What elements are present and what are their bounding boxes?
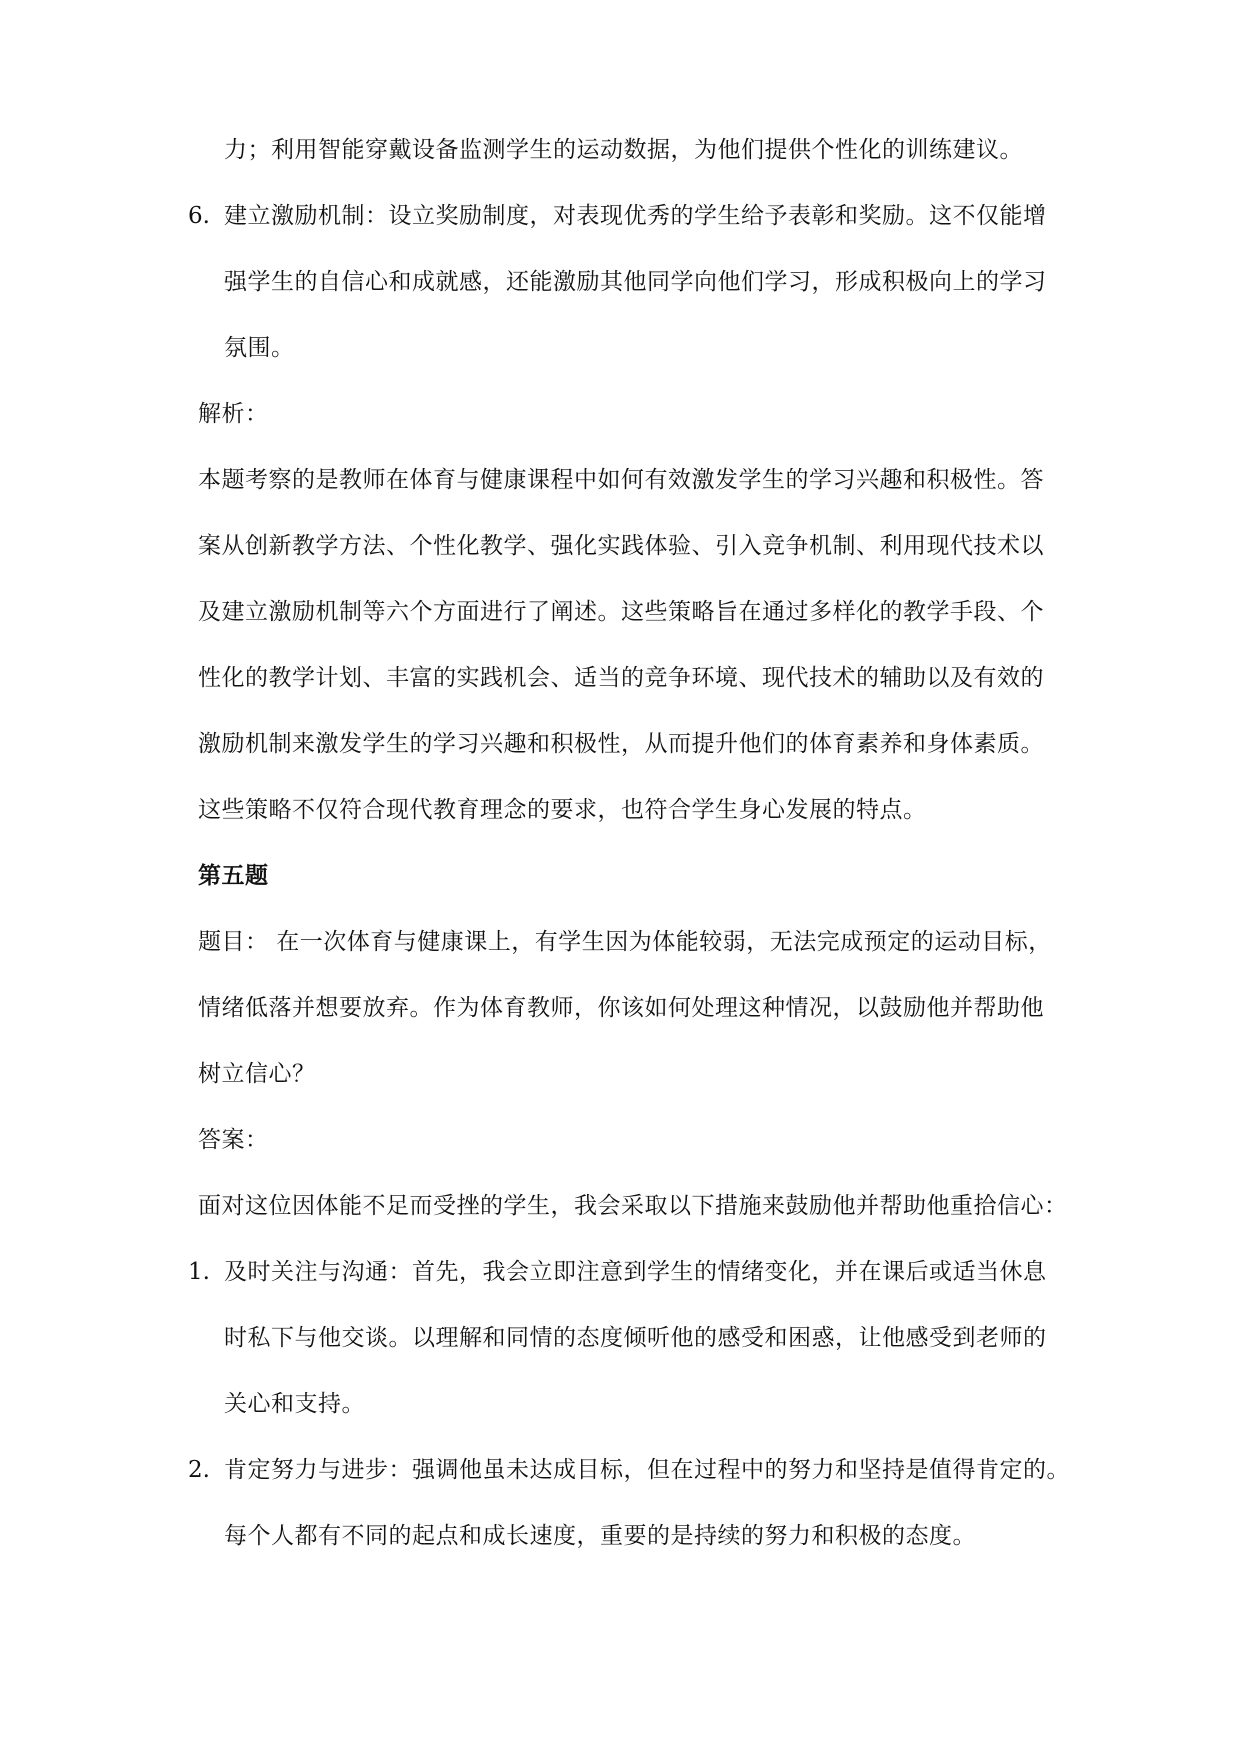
- answer-item-line: 肯定努力与进步：强调他虽未达成目标，但在过程中的努力和坚持是值得肯定的。: [224, 1457, 1070, 1483]
- answer-item-line: 关心和支持。: [224, 1391, 365, 1417]
- answer-item-number: 1.: [188, 1259, 210, 1285]
- item6-line1: 建立激励机制：设立奖励制度，对表现优秀的学生给予表彰和奖励。这不仅能增: [224, 203, 1047, 229]
- analysis-line: 及建立激励机制等六个方面进行了阐述。这些策略旨在通过多样化的教学手段、个: [198, 599, 1044, 625]
- analysis-line: 激励机制来激发学生的学习兴趣和积极性，从而提升他们的体育素养和身体素质。: [198, 731, 1044, 757]
- item6-line2: 强学生的自信心和成就感，还能激励其他同学向他们学习，形成积极向上的学习: [224, 269, 1047, 295]
- question-line: 树立信心？: [198, 1061, 316, 1087]
- answer-item-number: 2.: [188, 1457, 210, 1483]
- item6-number: 6.: [188, 203, 210, 229]
- analysis-line: 性化的教学计划、丰富的实践机会、适当的竞争环境、现代技术的辅助以及有效的: [198, 665, 1044, 691]
- item5-line3: 力；利用智能穿戴设备监测学生的运动数据，为他们提供个性化的训练建议。: [224, 137, 1023, 163]
- item6-line3: 氛围。: [224, 335, 295, 361]
- answer-label: 答案：: [198, 1127, 269, 1153]
- answer-item-line: 时私下与他交谈。以理解和同情的态度倾听他的感受和困惑，让他感受到老师的: [224, 1325, 1047, 1351]
- analysis-label: 解析：: [198, 401, 269, 427]
- answer-intro: 面对这位因体能不足而受挫的学生，我会采取以下措施来鼓励他并帮助他重拾信心：: [198, 1193, 1068, 1219]
- question-line: 情绪低落并想要放弃。作为体育教师，你该如何处理这种情况，以鼓励他并帮助他: [198, 995, 1044, 1021]
- answer-item-line: 及时关注与沟通：首先，我会立即注意到学生的情绪变化，并在课后或适当休息: [224, 1259, 1047, 1285]
- analysis-line: 这些策略不仅符合现代教育理念的要求，也符合学生身心发展的特点。: [198, 797, 927, 823]
- section-heading: 第五题: [198, 862, 269, 889]
- analysis-line: 本题考察的是教师在体育与健康课程中如何有效激发学生的学习兴趣和积极性。答: [198, 467, 1044, 493]
- question-line: 题目： 在一次体育与健康课上，有学生因为体能较弱，无法完成预定的运动目标，: [198, 929, 1052, 955]
- analysis-line: 案从创新教学方法、个性化教学、强化实践体验、引入竞争机制、利用现代技术以: [198, 533, 1044, 559]
- answer-item-line: 每个人都有不同的起点和成长速度，重要的是持续的努力和积极的态度。: [224, 1523, 976, 1549]
